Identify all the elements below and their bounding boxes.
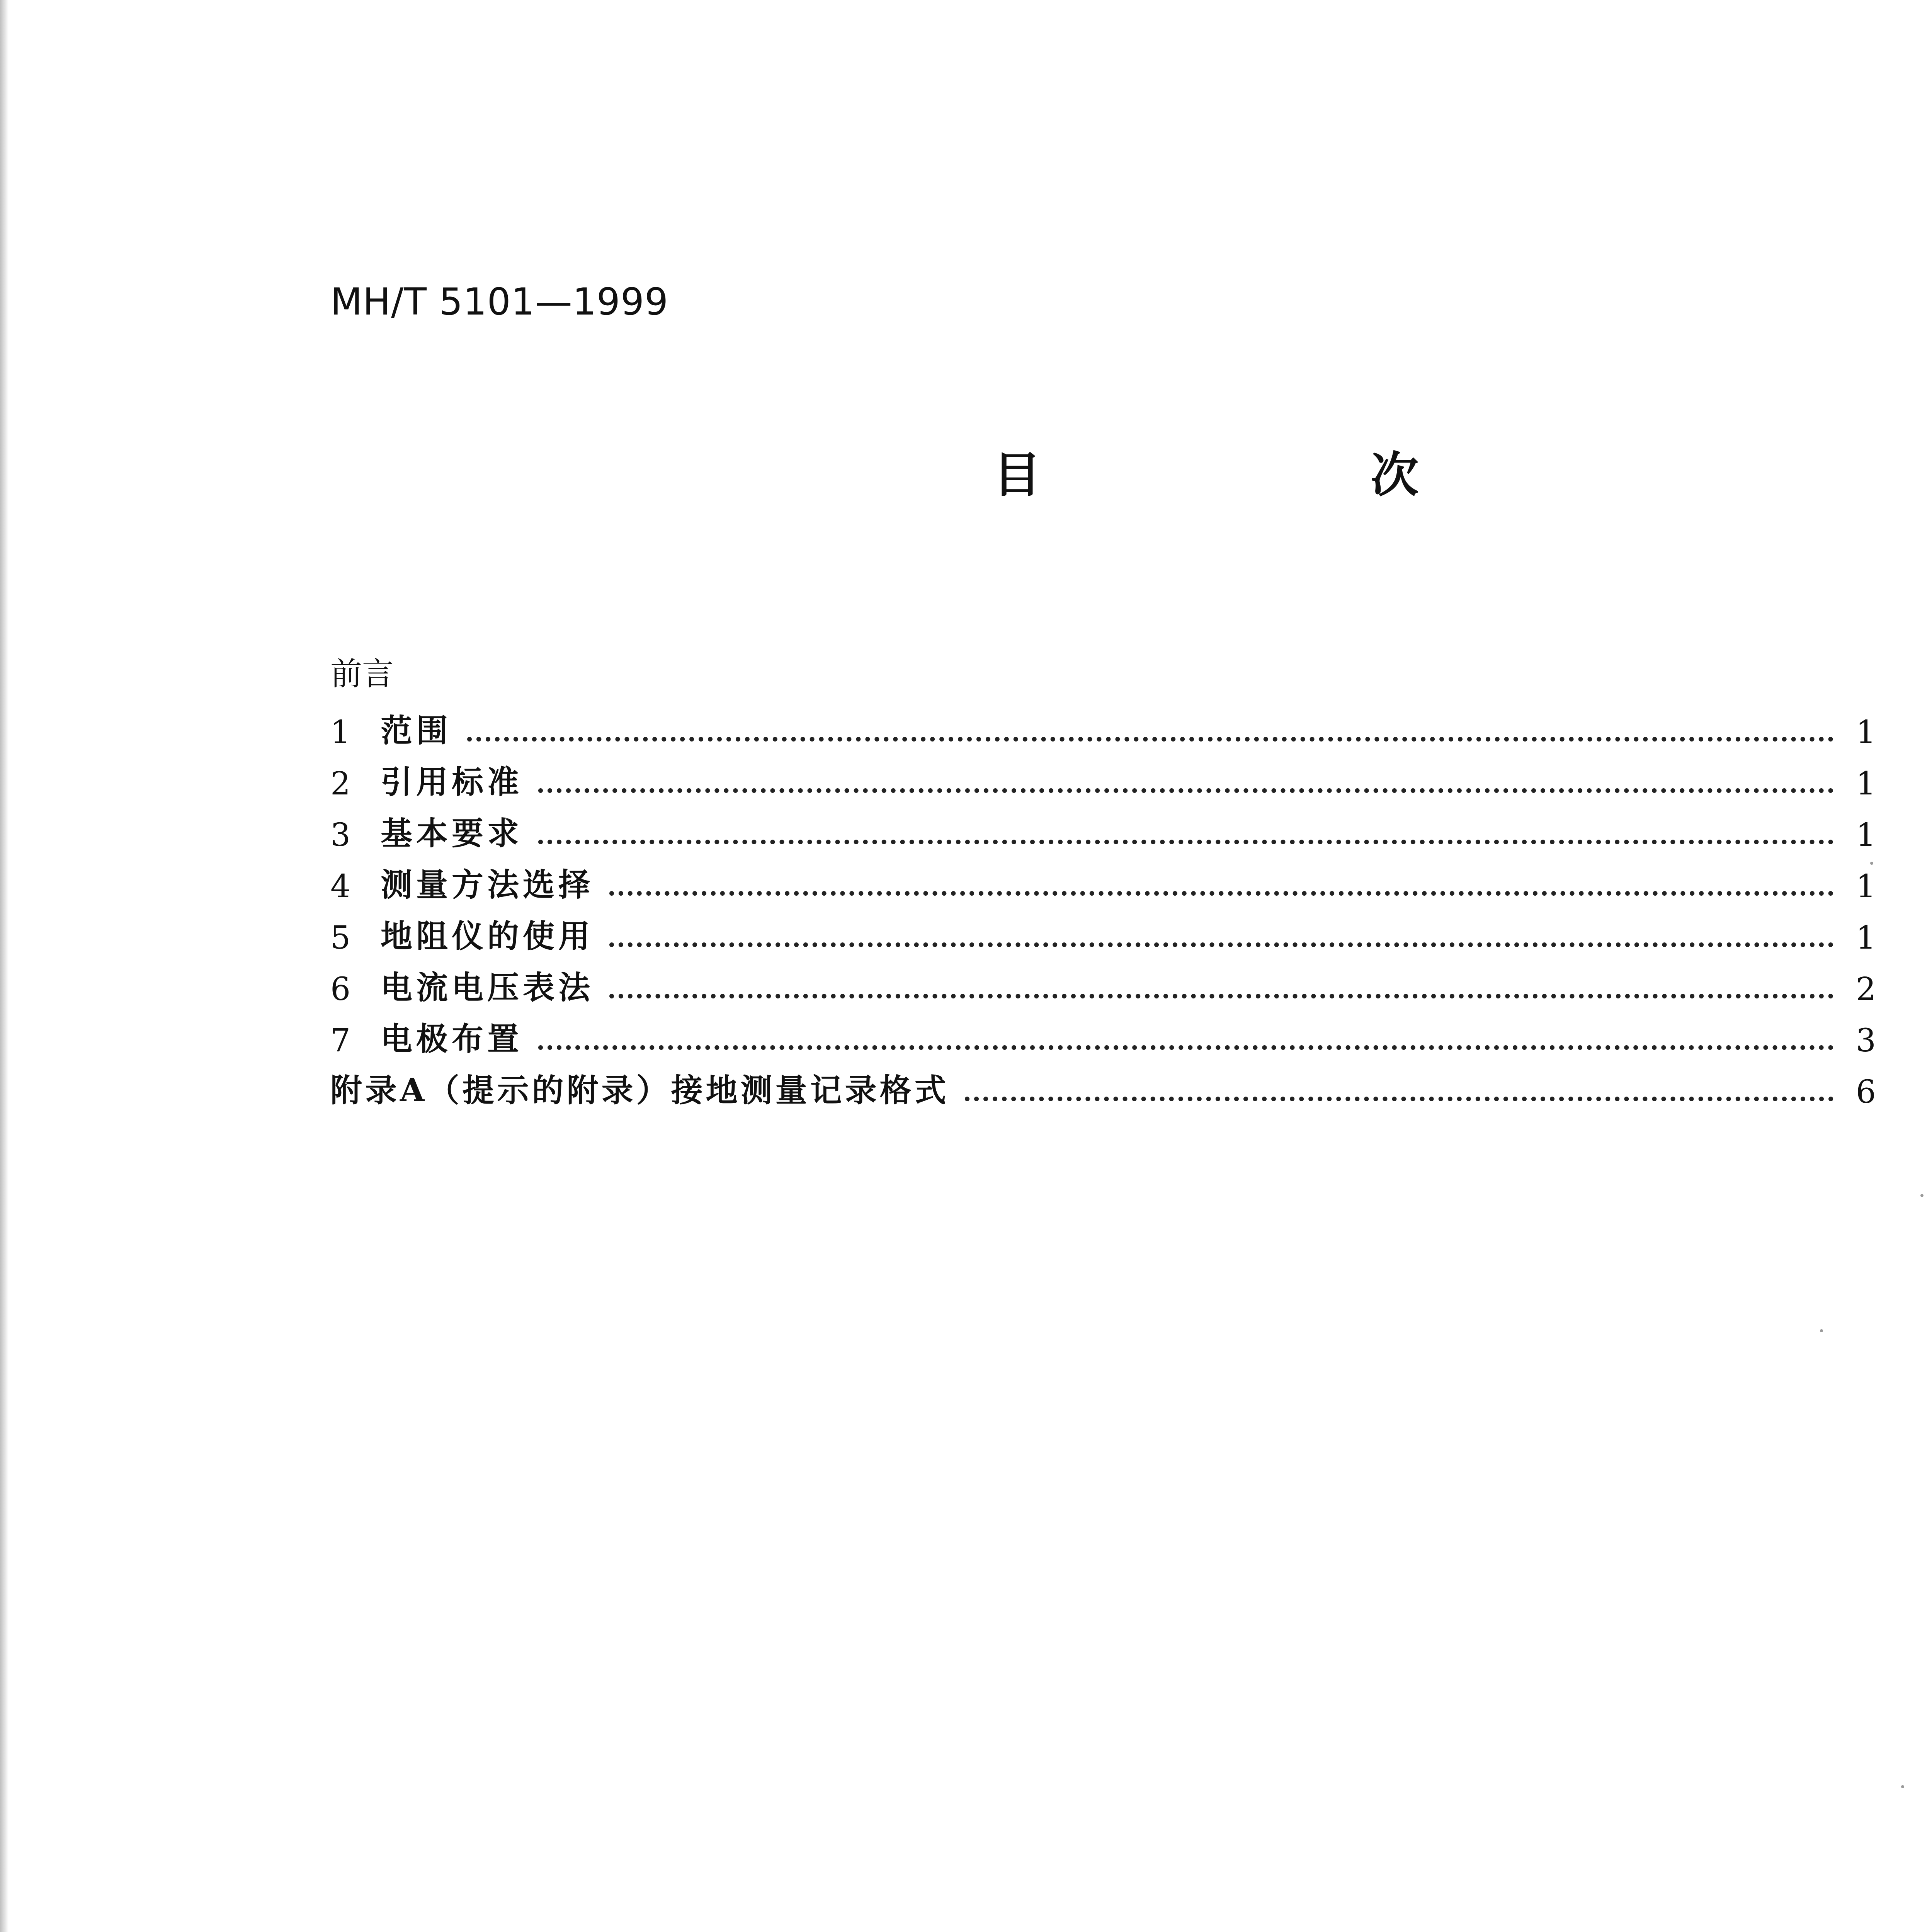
toc-dot-leader	[609, 942, 1833, 947]
table-of-contents	[330, 649, 1876, 1111]
toc-entry-page: 3	[1855, 1022, 1876, 1059]
toc-entry-1[interactable]	[330, 699, 1876, 751]
toc-title: 目 次	[993, 447, 1523, 503]
toc-entry-label: 地阻仪的使用	[381, 918, 594, 955]
scan-speck	[1901, 1785, 1904, 1788]
toc-entry-3[interactable]	[330, 802, 1876, 854]
toc-entry-number: 7	[330, 1022, 351, 1059]
toc-dot-leader	[538, 1045, 1833, 1050]
toc-entry-page: 2	[1855, 971, 1876, 1008]
toc-entry-page: 1	[1855, 920, 1876, 956]
toc-entry-5[interactable]	[330, 905, 1876, 956]
toc-entry-label: 测量方法选择	[381, 866, 594, 903]
toc-entry-6[interactable]	[330, 956, 1876, 1008]
toc-entry-label: 电极布置	[381, 1020, 523, 1058]
toc-entry-label: 电流电压表法	[381, 969, 594, 1006]
toc-entry-number: 3	[330, 817, 351, 854]
toc-appendix-label: 附录A（提示的附录）接地测量记录格式	[330, 1072, 949, 1109]
toc-dot-leader	[609, 891, 1833, 896]
toc-entry-page: 1	[1855, 714, 1876, 751]
toc-appendix-page: 6	[1855, 1074, 1876, 1111]
toc-entry-page: 1	[1855, 765, 1876, 802]
toc-entry-page: 1	[1855, 868, 1876, 905]
toc-entry-2[interactable]	[330, 751, 1876, 802]
toc-entry-number: 6	[330, 971, 351, 1008]
toc-entry-7[interactable]	[330, 1008, 1876, 1059]
toc-entry-page: 1	[1855, 817, 1876, 854]
scan-edge-left	[0, 0, 9, 1932]
scan-speck	[1870, 862, 1873, 865]
toc-entry-number: 1	[330, 714, 351, 751]
toc-dot-leader	[965, 1097, 1833, 1101]
toc-dot-leader	[609, 994, 1833, 998]
toc-entry-4[interactable]	[330, 854, 1876, 905]
scan-speck	[1920, 1194, 1923, 1197]
toc-entry-number: 4	[330, 868, 351, 905]
toc-entry-label: 基本要求	[381, 815, 523, 852]
toc-entry-number: 2	[330, 765, 351, 802]
toc-foreword[interactable]: 前言	[330, 656, 394, 692]
toc-dot-leader	[467, 737, 1833, 742]
toc-entry-appendix-a[interactable]	[330, 1059, 1876, 1111]
scan-speck	[1820, 1329, 1823, 1332]
toc-entry-label: 范围	[381, 712, 452, 749]
toc-dot-leader	[538, 788, 1833, 793]
toc-dot-leader	[538, 840, 1833, 844]
toc-entry-number: 5	[330, 920, 351, 956]
document-code: MH/T 5101—1999	[330, 280, 669, 323]
toc-entry-label: 引用标准	[381, 764, 523, 801]
